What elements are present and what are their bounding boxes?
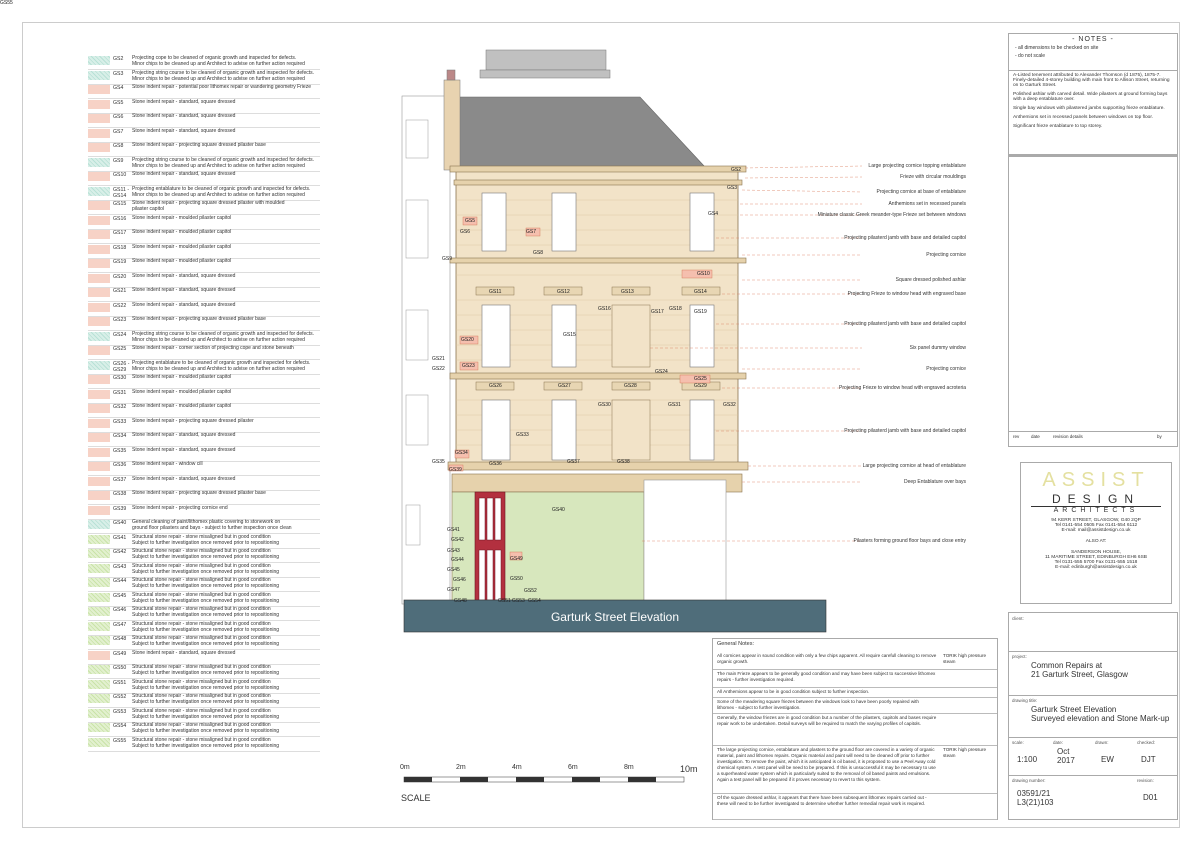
info-row [1009,737,1177,776]
legend-description: Structural stone repair - stone misaligned but in good condition Subject to further investigation once removed prior to repositioning [132,664,280,676]
repair-tag: GS33 [516,432,529,438]
repair-tag: GS29 [694,383,707,389]
legend-description: Stone indent repair - projecting square dressed pilaster [132,417,254,424]
scale-tick: 8m [624,764,634,771]
annotation-label: Projecting pilasterd jamb with base and detailed capitol [844,321,966,327]
repair-tag: GS23 [462,363,475,369]
scale-tick: 6m [568,764,578,771]
general-note-text: Some of the meadering square friezes between the windows look to have been poorly repaired with lithomex - subject to further investigation. [717,699,919,710]
legend-code: GS37 [113,476,127,483]
repair-tag: GS19 [694,309,707,315]
repair-tag: GS11 [489,289,502,295]
legend-description: Structural stone repair - stone misaligned but in good condition Subject to further investigation once removed prior to repositioning [132,548,280,560]
legend-code: GS54 [113,723,127,729]
annotation-label: Projecting cornice at base of entablature [876,189,966,195]
repair-tag: GS54 [528,598,541,604]
legend-description: Stone indent repair - standard, square dressed [132,475,236,482]
legend-code: GS3 [113,70,124,77]
drawing-title-value: Garturk Street Elevation Surveyed elevation and Stone Mark-up [1031,705,1170,723]
legend-code: GS11 - GS14 [113,186,130,199]
date-label: date: [1053,740,1064,745]
repair-tag: GS10 [697,271,710,277]
legend-description: Stone indent repair - potential poor lithomex repair or wandering geometry Frieze [132,84,311,90]
repair-tag: GS7 [526,229,537,235]
legend-description: Stone indent repair - moulded pilaster capitol [132,214,232,221]
repair-tag: GS37 [567,459,580,465]
legend-code: GS47 [113,621,127,628]
client-row [1009,613,1177,652]
repair-tag: GS35 [432,459,445,465]
repair-tag: GS38 [617,459,630,465]
notes-item: - do not scale [1015,53,1046,59]
repair-tag: GS41 [447,527,460,533]
general-note-text: Of the square dressed ashlar, it appears that there have been subsequent lithomex repairs carried out - these will need to be further investigated to determine whether further remedial repair work is required. [717,795,927,806]
legend-code: GS7 [113,128,124,135]
legend-description: Structural stone repair - stone misaligned but in good condition Subject to further investigation once removed prior to repositioning [132,707,280,720]
legend-code: GS18 [113,244,127,251]
logo-design: DESIGN [1051,492,1140,506]
building-description [1008,70,1178,157]
legend-description: Stone indent repair - standard, square dressed [132,127,236,134]
address-line: E-mail: mail@assistdesign.co.uk [1061,528,1131,533]
repair-tag: GS3 [727,185,738,191]
repair-tag: GS49 [510,556,523,562]
number-row [1009,775,1177,819]
legend-description: General cleaning of paint/lithomex plastic covering to stonework on ground floor pilasters and bays - subject to further inspection once clean [132,519,292,531]
repair-tag: GS14 [694,289,707,295]
repair-tag: GS8 [533,250,544,256]
description-para: Anthemions set in recessed panels between windows on top floor. [1013,115,1153,120]
general-note-row [713,669,997,688]
repair-tag: GS22 [432,366,445,372]
legend-description: Stone indent repair - projecting square dressed pilaster base [132,316,266,322]
general-note-row [713,651,997,670]
legend-code: GS19 [113,259,127,265]
revision-table [1008,155,1178,447]
legend-description: Stone indent repair - projecting square dressed pilaster base [132,490,266,496]
legend-description: Stone indent repair - standard, square dressed [132,301,236,308]
repair-tag: GS28 [624,383,637,389]
legend-description: Stone indent repair - corner section of projecting cope and stone beneath [132,345,294,351]
details-col: revision details [1053,434,1083,439]
address-line: 94 KERR STREET, GLASGOW, G40 2QP [1051,518,1141,523]
repair-tag: GS20 [461,337,474,343]
legend-description: Projecting string course to be cleaned of organic growth and inspected for defects. Minor chips to be cleaned up and Architect to advise on further action required [132,69,315,82]
scale-tick: 10m [680,764,698,774]
repair-tag: GS34 [455,450,468,456]
client-label: client: [1012,616,1024,621]
repair-tag: GS18 [669,306,682,312]
neighbour-building-left [402,96,453,604]
description-para: A-Listed tenement attributed to Alexander Thomson (d 1875), 1875-7. Finely-detailed 4-storey building with main front to Allison Street, returning on to Garturk Street. [1013,73,1170,88]
notes-item: - all dimensions to be checked on site [1015,45,1099,51]
legend-description: Stone indent repair - standard, square dressed [132,98,236,105]
legend-code: GS49 [113,650,127,657]
general-note-row [713,713,997,746]
legend-description: Stone indent repair - standard, square dressed [132,287,236,293]
legend-code: GS38 [113,491,127,497]
legend-description: Stone indent repair - projecting cornice end [132,504,228,511]
legend-code: GS26 - GS29 [113,360,130,373]
legend-description: Stone indent repair - projecting square dressed pilaster with moulded pilaster capitol [132,200,285,212]
repair-tag: GS55 [0,0,13,6]
legend-description: Stone indent repair - standard, square dressed [132,113,236,119]
annotation-label: Frieze with circular mouldings [900,174,966,180]
annotation-label: Projecting cornice [926,252,966,258]
legend-description: Structural stone repair - stone misaligned but in good condition Subject to further investigation once removed prior to repositioning [132,620,280,633]
legend-description: Stone indent repair - standard, square dressed [132,432,236,438]
legend-description: Projecting string course to be cleaned of organic growth and inspected for defects. Minor chips to be cleaned up and Architect to advise on further action required [132,156,315,169]
repair-tag: GS43 [447,548,460,554]
address-line: SANDERSON HOUSE, [1070,550,1122,555]
scale-label-tb: scale: [1012,740,1024,745]
legend-code: GS30 [113,375,127,381]
legend-code: GS48 [113,636,127,642]
general-note-text: All cornices appear in sound condition with only a few chips apparent. All require carefull cleaning to remove organic growth. [717,653,937,664]
repair-tag: GS6 [460,229,471,235]
legend-code: GS55 [113,737,127,744]
repair-tag: GS46 [453,577,466,583]
annotation-label: Six panel dummy window [909,345,966,351]
repair-tag: GS24 [655,369,668,375]
legend-code: GS51 [113,679,127,686]
legend-code: GS33 [113,418,127,425]
legend-code: GS20 [113,273,127,280]
notes-title: - NOTES - [1072,36,1114,43]
legend-description: Structural stone repair - stone misaligned but in good condition Subject to further investigation once removed prior to repositioning [132,736,280,749]
repair-tag: GS31 [668,402,681,408]
project-label: project: [1012,654,1027,659]
general-note-text: All Anthemions appear to be in good condition subject to further inspection. [717,689,870,694]
drawn-value: EW [1101,755,1114,764]
repair-tag: GS42 [451,537,464,543]
elevation-title: Garturk Street Elevation [550,610,680,624]
general-note-row [713,745,997,794]
drawn-label: drawn: [1095,740,1109,745]
description-para: Significant frieze entablature to top storey. [1013,124,1103,129]
repair-tag: GS51 [498,598,511,604]
scale-tick: 2m [456,764,466,771]
legend-description: Stone indent repair - moulded pilaster capitol [132,243,232,250]
checked-label: checked: [1137,740,1156,745]
legend-code: GS40 [113,520,127,526]
repair-tag: GS45 [447,567,460,573]
logo-assist: ASSIST [1042,469,1150,491]
legend-code: GS2 [113,56,124,62]
repair-tag: GS53 [512,598,525,604]
date-value: Oct 2017 [1057,747,1075,765]
repair-tag: GS44 [451,557,464,563]
legend-description: Stone indent repair - standard, square dressed [132,272,236,279]
legend-code: GS44 [113,578,127,584]
repair-tag: GS21 [432,356,445,362]
repair-tag: GS16 [598,306,611,312]
annotation-label: Projecting pilasterd jamb with base and detailed capitol [844,235,966,241]
legend-description: Stone indent repair - window cill [132,461,203,467]
legend-description: Structural stone repair - stone misaligned but in good condition Subject to further investigation once removed prior to repositioning [132,533,280,546]
number-label: drawing number: [1012,778,1046,783]
repair-tag: GS30 [598,402,611,408]
legend-description: Stone indent repair - moulded pilaster capitol [132,229,232,235]
legend-code: GS42 [113,549,127,555]
repair-tag: GS15 [563,332,576,338]
legend-description: Structural stone repair - stone misaligned but in good condition Subject to further investigation once removed prior to repositioning [132,678,280,691]
legend-code: GS41 [113,534,127,541]
rev-col: rev [1013,434,1020,439]
company-block [1020,462,1172,604]
legend-code: GS5 [113,99,124,106]
repair-tag: GS52 [524,588,537,594]
repair-tag: GS27 [558,383,571,389]
legend-code: GS46 [113,607,127,613]
general-note-remark: TORIK high pressure steam [943,653,987,664]
general-note-text: The large projecting cornice, entablature and plasters to the ground floor are covered in a variety of organic material, paint and lithomex repairs. Organic material and paint will need to be cleaned off prior to further investigation. To remove the paint, which it is anticipated is oil based, it is proposed to use a Peel Away cold chemical system. A test panel will be need to be prepared. If this is unsuccessful it may be necessary to use a superheated water system which is particularly suited to the removal of oil based paints and emulsions. Again a test panel will be prepared if it proves necessary to revert to this system. [717,747,936,782]
legend-code: GS16 [113,215,127,222]
repair-tag: GS36 [489,461,502,467]
address-line: E-mail: edinburgh@assistdesign.co.uk [1055,565,1137,570]
general-note-remark: TORIK high pressure steam [943,747,987,758]
repair-tag: GS40 [552,507,565,513]
legend-description: Structural stone repair - stone misaligned but in good condition Subject to further investigation once removed prior to repositioning [132,591,280,604]
legend-description: Structural stone repair - stone misaligned but in good condition Subject to further investigation once removed prior to repositioning [132,722,280,734]
address-line: Tel 0141-554 0505 Fax 0141-554 6112 [1054,523,1138,528]
legend-code: GS45 [113,592,127,599]
repair-tag: GS9 [442,256,453,262]
legend-code: GS32 [113,404,127,410]
general-notes-title: General Notes: [717,641,754,647]
general-note-row [713,793,997,820]
legend-code: GS35 [113,447,127,454]
annotation-label: Large projecting cornice at head of entablature [862,463,966,469]
legend-code: GS36 [113,462,127,468]
legend-code: GS43 [113,563,127,570]
description-para: Polished ashlar with carved detail. Wide pilasters at ground forming bays with a deep entablature over. [1013,92,1168,102]
legend-code: GS9 [113,157,124,164]
repair-tag: GS5 [465,218,476,224]
legend-description: Structural stone repair - stone misaligned but in good condition Subject to further investigation once removed prior to repositioning [132,693,280,705]
legend-code: GS8 [113,143,124,149]
logo-architects: ARCHITECTS [1031,506,1161,514]
legend-code: GS25 [113,346,127,352]
slate-roof [456,97,705,167]
repair-tag: GS25 [694,376,707,382]
scale-tick: 4m [512,764,522,771]
repair-tag: GS50 [510,576,523,582]
legend-code: GS10 [113,172,127,178]
legend-code: GS31 [113,389,127,396]
legend-description: Structural stone repair - stone misaligned but in good condition Subject to further investigation once removed prior to repositioning [132,562,280,575]
legend-code: GS50 [113,665,127,671]
legend-description: Structural stone repair - stone misaligned but in good condition Subject to further investigation once removed prior to repositioning [132,606,280,618]
general-note-text: Generally, the window friezes are in good condition but a number of the pilasters, capitols and bases require repair work to be undertaken. Detail surveys will be required to match the varying profiles of capitols. [717,715,937,726]
legend-code: GS53 [113,708,127,715]
legend-description: Structural stone repair - stone misaligned but in good condition Subject to further investigation once removed prior to repositioning [132,635,280,647]
legend-description: Stone indent repair - standard, square dressed [132,446,236,453]
legend-code: GS22 [113,302,127,309]
legend-code: GS15 [113,201,127,207]
scale-bar [404,777,684,782]
neighbour-shopfront [644,480,726,604]
address-line: Tel 0131-555 5700 Fax 0131-555 1518 [1054,560,1138,565]
annotation-label: Projecting pilasterd jamb with base and detailed capitol [844,428,966,434]
scale-tick: 0m [400,764,410,771]
also-at: ALSO AT: [1085,539,1107,544]
legend-code: GS4 [113,85,124,91]
legend-description: Projecting cope to be cleaned of organic growth and inspected for defects. Minor chips to be cleaned up and Architect to advise on further action required [132,55,305,67]
repair-tag: GS2 [731,167,742,173]
drawing-title-row [1009,695,1177,738]
annotation-label: Anthemions set in recessed panels [888,201,966,207]
legend-code: GS17 [113,230,127,236]
repair-tag: GS47 [447,587,460,593]
legend-code: GS34 [113,433,127,439]
address-line: 11 MARITIME STREET, EDINBURGH EH6 6SB [1045,555,1147,560]
title-block [1008,612,1178,820]
legend-description: Stone indent repair - moulded pilaster capitol [132,388,232,395]
legend-description: Projecting entablature to be cleaned of organic growth and inspected for defects. Minor chips to be cleaned up and Architect to advise on further action required [132,185,311,198]
general-note-row [713,697,997,714]
revision-header [1009,431,1177,439]
legend-description: Projecting entablature to be cleaned of organic growth and inspected for defects. Minor chips to be cleaned up and Architect to advise on further action required [132,359,311,372]
drawing-title-label: drawing title: [1012,698,1038,703]
annotation-label: Pilasters forming ground floor bays and close entry [853,538,966,544]
repair-tag: GS17 [651,309,664,315]
legend-code: GS52 [113,694,127,700]
description-para: Single bay windows with pilastered jambs supporting frieze entablature. [1013,106,1165,111]
general-notes [712,638,998,820]
annotation-label: Projecting Frieze to window head with engraved base [847,291,966,297]
annotation-label: Projecting Frieze to window head with engraved acroteria [838,385,966,391]
legend-description: Stone indent repair - standard, square dressed [132,171,236,177]
project-row [1009,651,1177,696]
legend-code: GS21 [113,288,127,294]
repair-tag: GS12 [557,289,570,295]
repair-tag: GS32 [723,402,736,408]
annotation-label: Large projecting cornice topping entablature [868,163,966,169]
repair-tag: GS13 [621,289,634,295]
number-value: 03591/21 L3(21)103 [1017,789,1054,807]
date-col: date [1031,434,1040,439]
repair-tag: GS4 [708,211,719,217]
annotation-label: Projecting cornice [926,366,966,372]
legend-code: GS24 [113,331,127,338]
repair-tag: GS48 [454,598,467,604]
legend-code: GS6 [113,114,124,120]
annotation-label: Deep Entablature over bays [904,479,966,485]
legend-description: Stone indent repair - standard, square dressed [132,649,236,656]
annotation-label: Square dressed polished ashlar [895,277,966,283]
scale-value: 1:100 [1017,755,1038,764]
dummy-window [612,400,650,460]
annotation-label: Miniature classic Greek meander-type Frieze set between windows [817,212,966,218]
legend-description: Stone indent repair - moulded pilaster capitol [132,403,232,409]
general-note-text: The main Frieze appears to be generally good condition and may have been subject to successive lithomex repairs - further investigation required. [717,671,936,682]
legend-description: Structural stone repair - stone misaligned but in good condition Subject to further investigation once removed prior to repositioning [132,577,280,589]
revision-value: D01 [1143,793,1158,802]
by-col: by [1157,434,1162,439]
revision-label: revision: [1137,778,1154,783]
scale-label: SCALE [401,793,431,803]
dummy-window [612,305,650,367]
checked-value: DJT [1141,755,1156,764]
repair-tag: GS26 [489,383,502,389]
legend-code: GS23 [113,317,127,323]
legend-description: Stone indent repair - moulded pilaster capitol [132,374,232,380]
repair-tag: GS39 [449,467,462,473]
legend-code: GS39 [113,505,127,512]
project-value: Common Repairs at 21 Garturk Street, Glasgow [1031,661,1128,679]
legend-description: Stone indent repair - moulded pilaster capitol [132,258,232,264]
legend-description: Stone indent repair - projecting square dressed pilaster base [132,142,266,148]
legend-description: Projecting string course to be cleaned of organic growth and inspected for defects. Minor chips to be cleaned up and Architect to advise on further action required [132,330,315,343]
